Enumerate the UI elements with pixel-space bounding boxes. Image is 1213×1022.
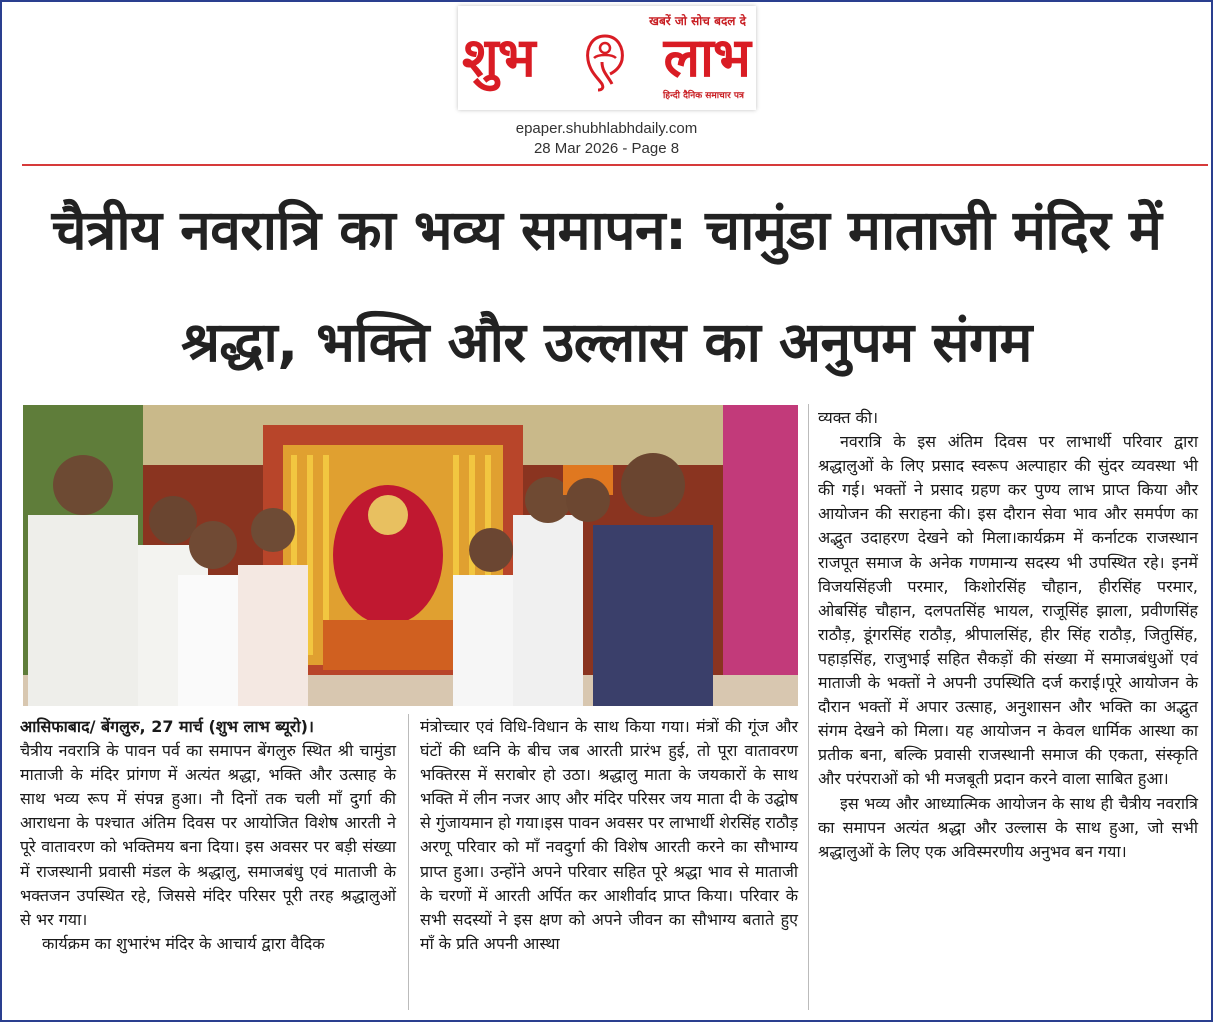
logo-word-right: लाभ xyxy=(663,26,750,89)
article-dateline: आसिफाबाद/ बेंगलुरु, 27 मार्च (शुभ लाभ ब्यूरो)। xyxy=(20,717,314,736)
article-column-3 xyxy=(818,406,1198,864)
article-column-1 xyxy=(20,715,396,956)
column-1-paragraph-1: चैत्रीय नवरात्रि के पावन पर्व का समापन बेंगलुरु स्थित श्री चामुंडा माताजी के मंदिर प्रांगण में अत्यंत श्रद्धा, भक्ति और उत्साह के साथ भव्य रूप में संपन्न हुआ। नौ दिनों तक चली माँ दुर्गा की आराधना के पश्चात अंतिम दिवस पर आयोजित विशेष आरती ने पूरे वातावरण को भक्तिमय बना दिया। इस अवसर पर बड़ी संख्या में राजस्थानी प्रवासी मंडल के श्रद्धालु, समाजबंधु एवं माताजी के भक्तजन उपस्थित रहे, जिससे मंदिर परिसर पूरी तरह श्रद्धालुओं से भर गया। xyxy=(20,741,396,929)
column-divider xyxy=(408,714,409,1010)
article-photo xyxy=(23,405,798,706)
logo-word-left: शुभ xyxy=(462,26,535,89)
masthead-logo[interactable] xyxy=(458,6,756,110)
temple-photo-illustration xyxy=(23,405,798,706)
article-column-2 xyxy=(420,715,798,956)
ganesh-icon xyxy=(572,28,638,94)
column-1-paragraph-2: कार्यक्रम का शुभारंभ मंदिर के आचार्य द्वारा वैदिक xyxy=(42,933,325,953)
column-3-paragraph-1: नवरात्रि के इस अंतिम दिवस पर लाभार्थी परिवार द्वारा श्रद्धालुओं के लिए प्रसाद स्वरूप अल्पाहार की सुंदर व्यवस्था भी की गई। भक्तों ने प्रसाद ग्रहण कर पुण्य लाभ प्राप्त किया और आयोजन की सराहना की। इस दौरान सेवा भाव और समर्पण का अद्भुत उदाहरण देखने को मिला।कार्यक्रम में कर्नाटक राजस्थान राजपूत समाज के अनेक गणमान्य सदस्य भी उपस्थित रहे। इनमें विजयसिंहजी परमार, किशोरसिंह चौहान, हीरसिंह परमार, ओबसिंह चौहान, दलपतसिंह भायल, राजूसिंह झाला, प्रवीणसिंह राठौड़, डूंगरसिंह राठौड़, श्रीपालसिंह, हीर सिंह राठौड़, जितुसिंह, पहाड़सिंह, राजुभाई सहित सैकड़ों की संख्या में समाजबंधुओं एवं माताजी के भक्तों ने अपनी उपस्थिति दर्ज कराई।पूरे आयोजन के दौरान भक्तों में अपार उत्साह, अनुशासन और भक्ति का अद्भुत संगम देखने को मिला। यह आयोजन न केवल धार्मिक आस्था का प्रतीक बना, बल्कि प्रवासी राजस्थानी समाज की एकता, संस्कृति और परंपराओं को भी मजबूती प्रदान करने वाला साबित हुआ। xyxy=(818,432,1198,789)
masthead-tagline: खबरें जो सोच बदल दे xyxy=(649,14,746,28)
headline-line-1: चैत्रीय नवरात्रि का भव्य समापन: चामुंडा माताजी मंदिर में xyxy=(51,198,1162,262)
header-divider xyxy=(22,164,1208,166)
headline-line-2: श्रद्धा, भक्ति और उल्लास का अनुपम संगम xyxy=(181,310,1032,374)
column-3-paragraph-2: इस भव्य और आध्यात्मिक आयोजन के साथ ही चैत्रीय नवरात्रि का समापन अत्यंत श्रद्धा और उल्लास के साथ हुआ, जो सभी श्रद्धालुओं के लिए एक अविस्मरणीय अनुभव बन गया। xyxy=(818,793,1198,861)
masthead-subtag: हिन्दी दैनिक समाचार पत्र xyxy=(662,91,744,101)
column-2-paragraph-1: मंत्रोच्चार एवं विधि-विधान के साथ किया गया। मंत्रों की गूंज और घंटों की ध्वनि के बीच जब आरती प्रारंभ हुई, तो पूरा वातावरण भक्तिरस में सराबोर हो उठा। श्रद्धालु माता के जयकारों के साथ भक्ति में लीन नजर आए और मंदिर परिसर जय माता दी के उद्घोष से गुंजायमान हो गया।इस पावन अवसर पर लाभार्थी शेरसिंह राठौड़ अरणू परिवार को माँ नवदुर्गा की विशेष आरती करने का सौभाग्य प्राप्त हुआ। उन्होंने अपने परिवार सहित पूरे श्रद्धा भाव से माताजी के चरणों में आरती अर्पित कर आशीर्वाद प्राप्त किया। परिवार के सभी सदस्यों ने इस क्षण को अपने जीवन का सौभाग्य बताते हुए माँ के प्रति अपनी आस्था xyxy=(420,717,798,953)
epaper-url[interactable]: epaper.shubhlabhdaily.com xyxy=(515,120,698,137)
edition-date-page: 28 Mar 2026 - Page 8 xyxy=(533,140,680,157)
column-3-paragraph-0: व्यक्त की। xyxy=(818,408,879,427)
column-divider xyxy=(808,404,809,1010)
